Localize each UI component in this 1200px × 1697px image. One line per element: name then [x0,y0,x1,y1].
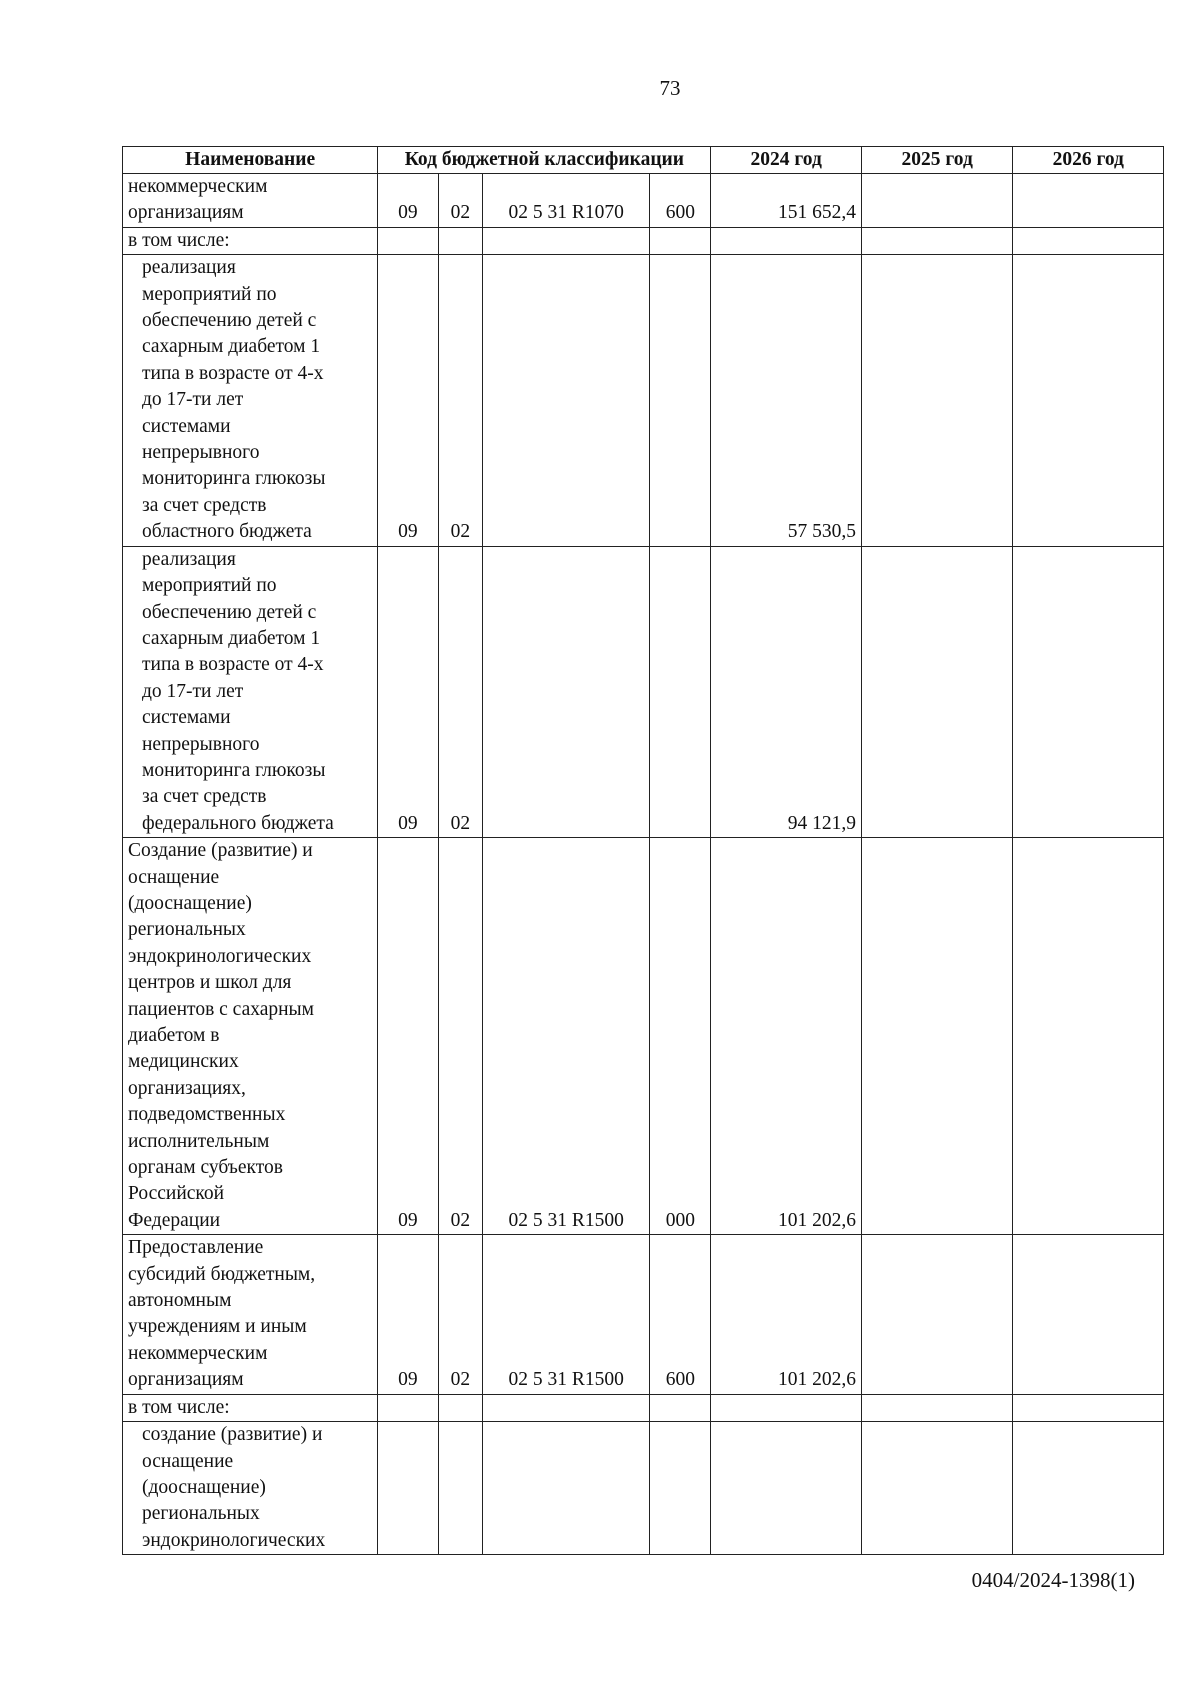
cell-subsection: 02 [438,546,483,837]
cell-expense-type [650,546,711,837]
cell-name-line: региональных [142,1503,260,1525]
cell-subsection [438,1394,483,1421]
cell-2025 [861,174,1013,228]
table-row [123,1394,1164,1421]
cell-2024 [711,227,861,254]
cell-name-line: эндокринологических [142,1529,326,1551]
cell-section: 09 [378,838,438,1235]
cell-name-line: организациям [128,202,244,224]
cell-expense-type: 600 [650,174,711,228]
cell-name-line: непрерывного [142,442,260,464]
cell-name-line: системами [142,415,231,437]
table-row [123,1422,1164,1555]
cell-name-line: организациях, [128,1077,246,1099]
cell-section: 09 [378,255,438,546]
cell-2024 [711,1422,861,1555]
cell-name-line: мероприятий по [142,283,277,305]
header-budget-code: Код бюджетной классификации [378,147,711,174]
cell-2026 [1013,546,1164,837]
cell-name-line: оснащение [142,1450,234,1472]
cell-expense-type [650,1394,711,1421]
table-row [123,227,1164,254]
cell-subsection: 02 [438,174,483,228]
cell-target-article [483,255,650,546]
cell-2025 [861,255,1013,546]
cell-name-line: типа в возрасте от 4-х [142,362,324,384]
cell-2025 [861,546,1013,837]
cell-subsection: 02 [438,838,483,1235]
cell-section [378,1422,438,1555]
cell-2024 [711,1394,861,1421]
cell-section [378,1394,438,1421]
cell-name-line: Российской [128,1183,225,1205]
cell-2025 [861,1422,1013,1555]
cell-name-line: исполнительным [128,1130,270,1152]
document-code: 0404/2024-1398(1) [971,1568,1135,1592]
cell-expense-type: 000 [650,838,711,1235]
cell-2024: 151 652,4 [711,174,861,228]
cell-name-line: автономным [128,1290,232,1312]
cell-name-line: реализация [142,548,236,570]
cell-name [123,174,378,228]
cell-name-line: обеспечению детей с [142,310,317,332]
cell-name-line: сахарным диабетом 1 [142,336,321,358]
cell-name [123,1235,378,1394]
cell-name-line: Предоставление [128,1237,264,1259]
cell-name-line: типа в возрасте от 4-х [142,654,324,676]
cell-2026 [1013,227,1164,254]
cell-name [123,546,378,837]
cell-2025 [861,1235,1013,1394]
cell-section [378,227,438,254]
cell-name-line: (дооснащение) [128,892,252,914]
cell-name-line: диабетом в [128,1025,220,1046]
cell-target-article [483,1422,650,1555]
cell-name-line: субсидий бюджетным, [128,1263,316,1285]
table-header-row [123,147,1164,174]
cell-name-line: непрерывного [142,733,260,755]
header-2024: 2024 год [711,147,861,174]
cell-2026 [1013,174,1164,228]
cell-name-line: в том числе: [128,229,230,251]
cell-target-article [483,227,650,254]
cell-name-line: пациентов с сахарным [128,998,315,1020]
cell-section: 09 [378,1235,438,1394]
cell-target-article: 02 5 31 R1500 [483,1235,650,1394]
cell-expense-type [650,255,711,546]
cell-expense-type [650,227,711,254]
cell-2024: 101 202,6 [711,838,861,1235]
cell-name-line: до 17-ти лет [142,680,244,702]
cell-name-line: системами [142,707,231,729]
cell-name [123,838,378,1235]
cell-2026 [1013,1422,1164,1555]
table-row [123,174,1164,228]
page-number: 73 [659,76,681,100]
cell-name-line: медицинских [128,1051,239,1073]
cell-name-line: Федерации [128,1209,221,1231]
cell-name-line: реализация [142,257,236,279]
cell-expense-type: 600 [650,1235,711,1394]
cell-subsection [438,1422,483,1555]
cell-name-line: региональных [128,919,246,941]
cell-name-line: подведомственных [128,1104,286,1126]
cell-subsection: 02 [438,1235,483,1394]
cell-name-line: создание (развитие) и [142,1424,323,1446]
cell-name-line: эндокринологических [128,945,312,967]
cell-target-article: 02 5 31 R1500 [483,838,650,1235]
table-row [123,838,1164,1235]
cell-name-line: мониторинга глюкозы [142,759,326,781]
cell-subsection [438,227,483,254]
cell-target-article: 02 5 31 R1070 [483,174,650,228]
table-row [123,546,1164,837]
cell-name [123,1422,378,1555]
cell-name-line: мониторинга глюкозы [142,468,326,490]
cell-section: 09 [378,546,438,837]
cell-name-line: мероприятий по [142,575,277,597]
table-row [123,255,1164,546]
cell-name-line: центров и школ для [128,972,292,994]
cell-section: 09 [378,174,438,228]
cell-2026 [1013,255,1164,546]
cell-name-line: до 17-ти лет [142,389,244,411]
header-2025: 2025 год [861,147,1013,174]
cell-name [123,227,378,254]
header-name: Наименование [123,147,378,174]
header-2026: 2026 год [1013,147,1164,174]
cell-name-line: за счет средств [142,786,267,808]
cell-2025 [861,838,1013,1235]
cell-2026 [1013,1235,1164,1394]
cell-name-line: областного бюджета [142,521,312,543]
cell-2026 [1013,838,1164,1235]
cell-name-line: за счет средств [142,494,267,516]
cell-name-line: Создание (развитие) и [128,840,313,862]
table-row [123,1235,1164,1394]
cell-2024: 94 121,9 [711,546,861,837]
cell-name-line: оснащение [128,866,220,888]
cell-2025 [861,227,1013,254]
table-body [123,174,1164,1555]
cell-name-line: организациям [128,1369,244,1391]
cell-name-line: обеспечению детей с [142,601,317,623]
cell-name-line: некоммерческим [128,176,268,197]
cell-name-line: федерального бюджета [142,812,334,834]
cell-name [123,255,378,546]
cell-name-line: учреждениям и иным [128,1316,307,1338]
cell-name-line: в том числе: [128,1396,230,1418]
cell-name-line: сахарным диабетом 1 [142,627,321,649]
cell-2024: 57 530,5 [711,255,861,546]
cell-2024: 101 202,6 [711,1235,861,1394]
cell-2025 [861,1394,1013,1421]
cell-name [123,1394,378,1421]
cell-target-article [483,1394,650,1421]
budget-table [122,146,1164,1555]
cell-expense-type [650,1422,711,1555]
cell-name-line: некоммерческим [128,1342,268,1364]
cell-target-article [483,546,650,837]
cell-2026 [1013,1394,1164,1421]
cell-subsection: 02 [438,255,483,546]
cell-name-line: (дооснащение) [142,1476,266,1498]
cell-name-line: органам субъектов [128,1157,283,1179]
